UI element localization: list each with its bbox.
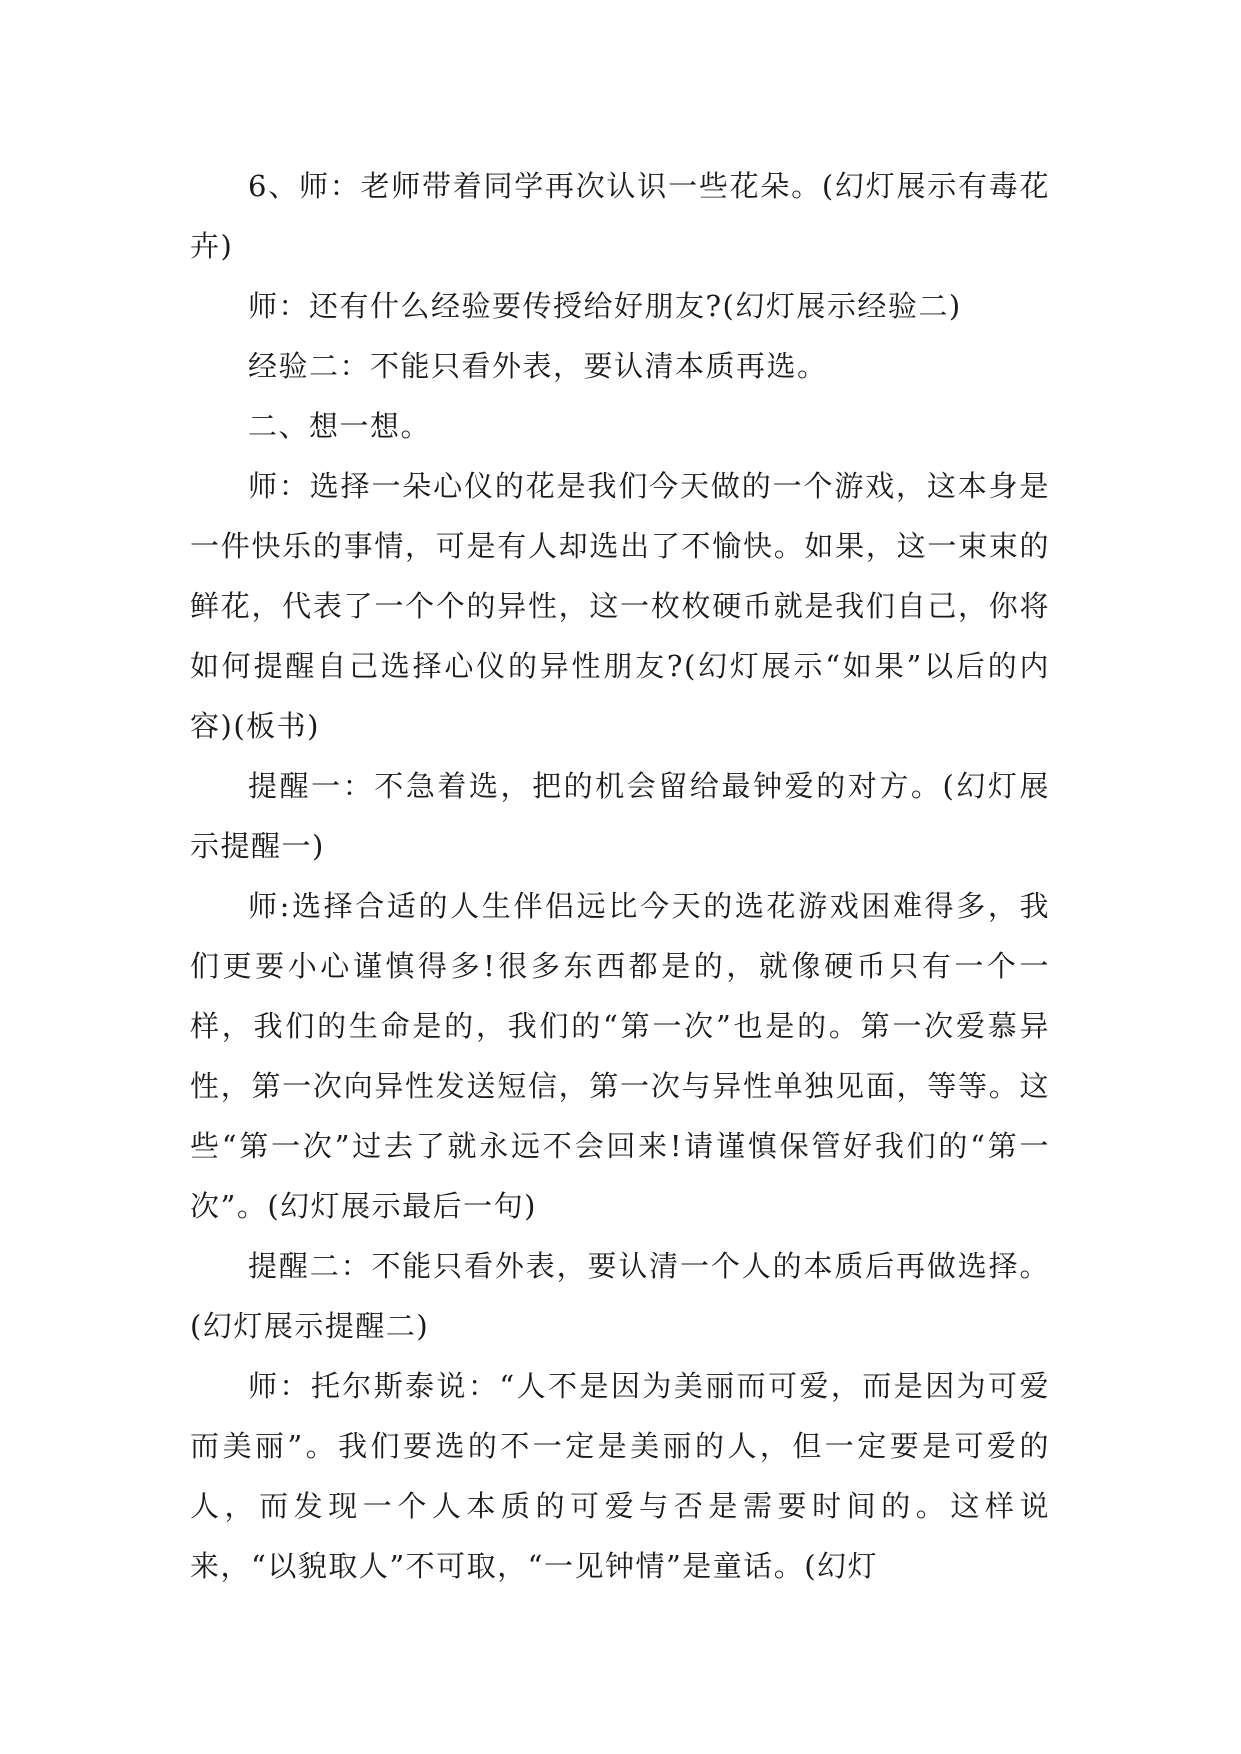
section-heading-think: 二、想一想。 (248, 409, 432, 443)
paragraph-reminder-two: 提醒二：不能只看外表，要认清一个人的本质后再做选择。(幻灯展示提醒二) (190, 1249, 1050, 1343)
paragraph-experience-question: 师：还有什么经验要传授给好朋友?(幻灯展示经验二) (248, 289, 962, 323)
document-body (190, 156, 1050, 1596)
paragraph-experience-two: 经验二：不能只看外表，要认清本质再选。 (248, 349, 828, 383)
paragraph-tolstoy-quote: 师：托尔斯泰说：“人不是因为美丽而可爱，而是因为可爱而美丽”。我们要选的不一定是美丽的人，但一定要是可爱的人，而发现一个人本质的可爱与否是需要时间的。这样说来，“以貌取人”不可取，“一见钟情”是童话。(幻灯 (190, 1369, 1050, 1583)
paragraph-choose-flower: 师：选择一朵心仪的花是我们今天做的一个游戏，这本身是一件快乐的事情，可是有人却选出了不愉快。如果，这一束束的鲜花，代表了一个个的异性，这一枚枚硬币就是我们自己，你将如何提醒自己选择心仪的异性朋友?(幻灯展示“如果”以后的内容)(板书) (190, 469, 1050, 743)
paragraph-flowers-intro: 6、师：老师带着同学再次认识一些花朵。(幻灯展示有毒花卉) (190, 169, 1050, 263)
paragraph-reminder-one: 提醒一：不急着选，把的机会留给最钟爱的对方。(幻灯展示提醒一) (190, 769, 1050, 863)
paragraph-life-partner: 师:选择合适的人生伴侣远比今天的选花游戏困难得多，我们更要小心谨慎得多!很多东西都是的，就像硬币只有一个一样，我们的生命是的，我们的“第一次”也是的。第一次爱慕异性，第一次向异性发送短信，第一次与异性单独见面，等等。这些“第一次”过去了就永远不会回来!请谨慎保管好我们的“第一次”。(幻灯展示最后一句) (190, 889, 1050, 1223)
